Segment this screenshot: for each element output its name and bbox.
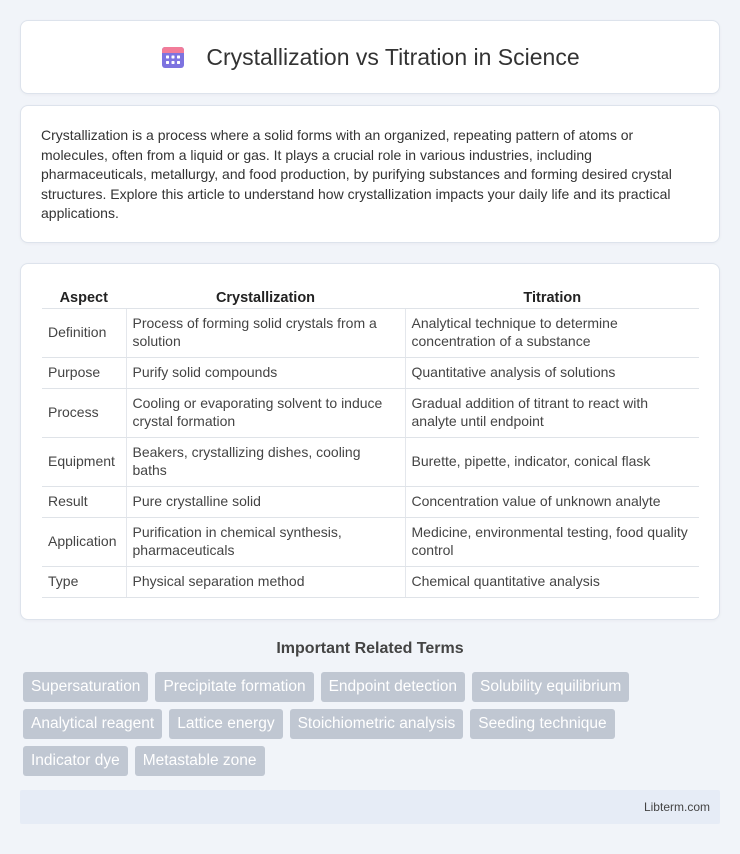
table-header-row xyxy=(42,284,699,308)
crystallization-cell: Process of forming solid crystals from a solution xyxy=(126,308,405,357)
tag-row xyxy=(23,709,723,739)
table-row xyxy=(42,437,699,486)
table-row xyxy=(42,517,699,566)
aspect-cell: Result xyxy=(42,486,126,517)
titration-cell: Analytical technique to determine concentration of a substance xyxy=(405,308,699,357)
table-row xyxy=(42,308,699,357)
calendar-grid-icon xyxy=(160,44,186,70)
related-term-tag[interactable]: Supersaturation xyxy=(23,672,148,702)
crystallization-cell: Physical separation method xyxy=(126,566,405,597)
footer-site-link[interactable]: Libterm.com xyxy=(643,800,710,814)
related-term-tag[interactable]: Seeding technique xyxy=(470,709,614,739)
related-term-tag[interactable]: Lattice energy xyxy=(169,709,282,739)
crystallization-cell: Beakers, crystallizing dishes, cooling baths xyxy=(126,437,405,486)
titration-cell: Chemical quantitative analysis xyxy=(405,566,699,597)
titration-cell: Burette, pipette, indicator, conical flask xyxy=(405,437,699,486)
related-term-tag[interactable]: Precipitate formation xyxy=(155,672,313,702)
titration-cell: Quantitative analysis of solutions xyxy=(405,357,699,388)
related-term-tag[interactable]: Solubility equilibrium xyxy=(472,672,629,702)
crystallization-cell: Pure crystalline solid xyxy=(126,486,405,517)
comparison-table-card xyxy=(20,263,720,620)
titration-cell: Gradual addition of titrant to react with analyte until endpoint xyxy=(405,388,699,437)
crystallization-cell: Purification in chemical synthesis, pharmaceuticals xyxy=(126,517,405,566)
crystallization-cell: Cooling or evaporating solvent to induce crystal formation xyxy=(126,388,405,437)
related-term-tag[interactable]: Metastable zone xyxy=(135,746,265,776)
titration-cell: Medicine, environmental testing, food quality control xyxy=(405,517,699,566)
intro-paragraph: Crystallization is a process where a solid forms with an organized, repeating pattern of atoms or molecules, often from a liquid or gas. It plays a crucial role in various industries, including pharmaceuticals, metallurgy, and food production, by purifying substances and forming desired crystal structures. Explore this article to understand how crystallization impacts your daily life and its practical applications. xyxy=(41,127,672,221)
table-row xyxy=(42,486,699,517)
related-terms-list xyxy=(23,672,723,783)
related-term-tag[interactable]: Endpoint detection xyxy=(321,672,465,702)
table-row xyxy=(42,566,699,597)
footer xyxy=(20,790,720,824)
header-aspect: Aspect xyxy=(42,284,126,308)
page-title: Crystallization vs Titration in Science xyxy=(206,43,580,70)
related-term-tag[interactable]: Indicator dye xyxy=(23,746,128,776)
tag-row xyxy=(23,672,723,702)
header-titration: Titration xyxy=(405,284,699,308)
header-crystallization: Crystallization xyxy=(126,284,405,308)
aspect-cell: Type xyxy=(42,566,126,597)
table-row xyxy=(42,388,699,437)
aspect-cell: Equipment xyxy=(42,437,126,486)
related-term-tag[interactable]: Stoichiometric analysis xyxy=(290,709,464,739)
aspect-cell: Definition xyxy=(42,308,126,357)
aspect-cell: Process xyxy=(42,388,126,437)
title-card xyxy=(20,20,720,94)
related-terms-heading: Important Related Terms xyxy=(276,640,464,657)
comparison-table xyxy=(42,284,699,598)
related-term-tag[interactable]: Analytical reagent xyxy=(23,709,162,739)
titration-cell: Concentration value of unknown analyte xyxy=(405,486,699,517)
tag-row xyxy=(23,746,723,776)
crystallization-cell: Purify solid compounds xyxy=(126,357,405,388)
table-row xyxy=(42,357,699,388)
intro-card xyxy=(20,105,720,243)
aspect-cell: Application xyxy=(42,517,126,566)
aspect-cell: Purpose xyxy=(42,357,126,388)
